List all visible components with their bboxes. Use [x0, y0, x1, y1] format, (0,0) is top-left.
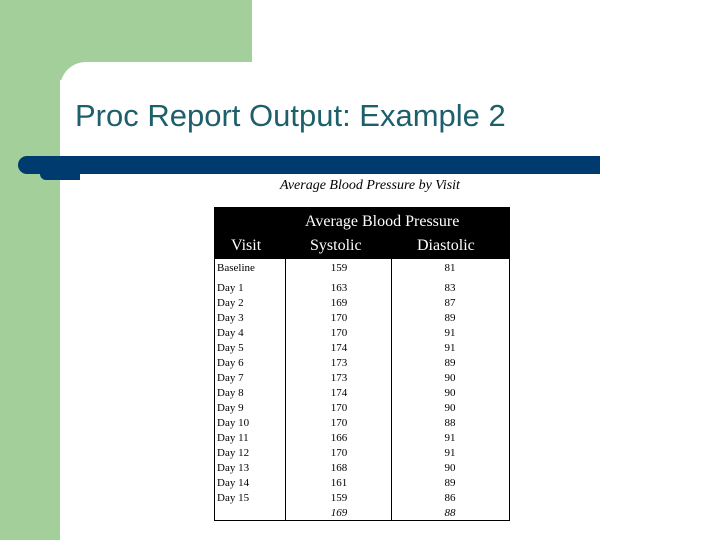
- report-title: Average Blood Pressure by Visit: [280, 178, 460, 193]
- systolic-cell: 168: [330, 462, 348, 474]
- green-left-accent: [0, 0, 60, 540]
- summary-diastolic: 88: [444, 507, 456, 519]
- diastolic-cell: 88: [444, 417, 456, 429]
- systolic-cell: 173: [330, 372, 348, 384]
- report-table: [214, 207, 510, 521]
- diastolic-cell: 89: [444, 312, 456, 324]
- diastolic-cell: 89: [444, 357, 456, 369]
- visit-cell: Day 15: [217, 492, 250, 504]
- summary-systolic: 169: [330, 507, 348, 519]
- visit-cell: Day 14: [217, 477, 250, 489]
- visit-cell: Day 8: [217, 387, 244, 399]
- visit-cell: Day 9: [217, 402, 244, 414]
- header-diastolic: Diastolic: [417, 237, 475, 254]
- systolic-cell: 174: [330, 342, 348, 354]
- systolic-cell: 166: [330, 432, 348, 444]
- diastolic-cell: 91: [444, 432, 456, 444]
- systolic-cell: 159: [330, 262, 348, 274]
- systolic-cell: 163: [330, 282, 348, 294]
- systolic-cell: 161: [330, 477, 348, 489]
- visit-cell: Day 5: [217, 342, 244, 354]
- systolic-cell: 173: [330, 357, 348, 369]
- header-systolic: Systolic: [310, 237, 362, 254]
- visit-cell: Day 13: [217, 462, 250, 474]
- diastolic-cell: 90: [444, 462, 456, 474]
- visit-cell: Day 7: [217, 372, 244, 384]
- title-underline-bar: [18, 156, 600, 174]
- diastolic-cell: 81: [444, 262, 456, 274]
- header-visit: Visit: [231, 237, 262, 254]
- diastolic-cell: 90: [444, 372, 456, 384]
- diastolic-cell: 90: [444, 387, 456, 399]
- diastolic-cell: 90: [444, 402, 456, 414]
- visit-cell: Day 6: [217, 357, 244, 369]
- diastolic-cell: 86: [444, 492, 456, 504]
- diastolic-cell: 91: [444, 327, 456, 339]
- visit-cell: Day 2: [217, 297, 244, 309]
- header-average-blood-pressure: Average Blood Pressure: [305, 213, 460, 230]
- visit-cell: Day 4: [217, 327, 244, 339]
- table-header: [215, 208, 509, 259]
- systolic-cell: 170: [330, 402, 348, 414]
- systolic-cell: 170: [330, 417, 348, 429]
- systolic-cell: 170: [330, 327, 348, 339]
- visit-cell: Baseline: [217, 262, 255, 274]
- diastolic-cell: 91: [444, 447, 456, 459]
- column-divider-systolic: [391, 259, 392, 520]
- column-divider-visit: [285, 259, 286, 520]
- visit-cell: Day 11: [217, 432, 249, 444]
- visit-cell: Day 1: [217, 282, 244, 294]
- diastolic-cell: 91: [444, 342, 456, 354]
- visit-cell: Day 3: [217, 312, 244, 324]
- systolic-cell: 170: [330, 312, 348, 324]
- systolic-cell: 169: [330, 297, 348, 309]
- diastolic-cell: 83: [444, 282, 456, 294]
- systolic-cell: 174: [330, 387, 348, 399]
- slide-title: Proc Report Output: Example 2: [75, 98, 506, 133]
- visit-cell: Day 12: [217, 447, 250, 459]
- visit-cell: Day 10: [217, 417, 250, 429]
- diastolic-cell: 87: [444, 297, 456, 309]
- systolic-cell: 159: [330, 492, 348, 504]
- diastolic-cell: 89: [444, 477, 456, 489]
- systolic-cell: 170: [330, 447, 348, 459]
